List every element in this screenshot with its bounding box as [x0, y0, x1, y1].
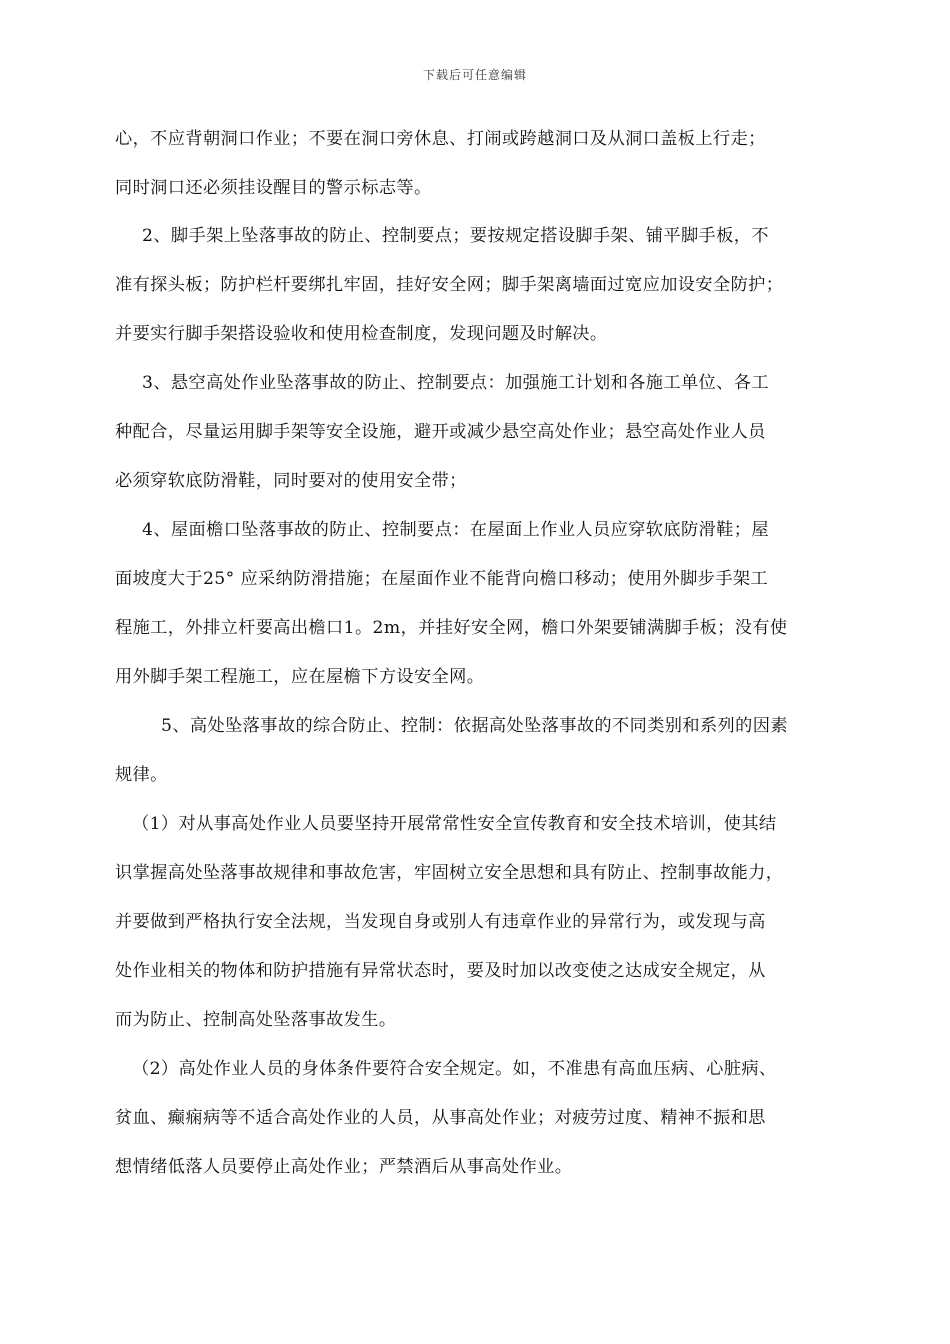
text-line: 心，不应背朝洞口作业；不要在洞口旁休息、打闹或跨越洞口及从洞口盖板上行走； — [115, 129, 766, 149]
text-line: 规律。 — [115, 765, 168, 785]
text-line: 必须穿软底防滑鞋，同时要对的使用安全带； — [115, 471, 467, 491]
text-line: 3、悬空高处作业坠落事故的防止、控制要点：加强施工计划和各施工单位、各工 — [142, 373, 769, 393]
text-line: 而为防止、控制高处坠落事故发生。 — [115, 1010, 397, 1030]
text-line: 2、脚手架上坠落事故的防止、控制要点；要按规定搭设脚手架、铺平脚手板，不 — [142, 226, 769, 246]
text-line: 想情绪低落人员要停止高处作业；严禁酒后从事高处作业。 — [115, 1157, 573, 1177]
text-line: 用外脚手架工程施工，应在屋檐下方设安全网。 — [115, 667, 485, 687]
text-line: （1）对从事高处作业人员要坚持开展常常性安全宣传教育和安全技术培训，使其结 — [132, 814, 777, 834]
text-line: 并要实行脚手架搭设验收和使用检查制度，发现问题及时解决。 — [115, 324, 608, 344]
text-line: （2）高处作业人员的身体条件要符合安全规定。如，不准患有高血压病、心脏病、 — [132, 1059, 777, 1079]
text-line: 5、高处坠落事故的综合防止、控制：依据高处坠落事故的不同类别和系列的因素 — [161, 716, 788, 736]
text-line: 处作业相关的物体和防护措施有异常状态时，要及时加以改变使之达成安全规定，从 — [115, 961, 766, 981]
text-line: 面坡度大于25° 应采纳防滑措施；在屋面作业不能背向檐口移动；使用外脚步手架工 — [115, 569, 769, 589]
text-line: 4、屋面檐口坠落事故的防止、控制要点：在屋面上作业人员应穿软底防滑鞋；屋 — [142, 520, 769, 540]
text-line: 并要做到严格执行安全法规，当发现自身或别人有违章作业的异常行为，或发现与高 — [115, 912, 766, 932]
text-line: 程施工，外排立杆要高出檐口1。2m，并挂好安全网，檐口外架要铺满脚手板；没有使 — [115, 618, 788, 638]
page-header: 下载后可任意编辑 — [422, 68, 527, 82]
text-line: 同时洞口还必须挂设醒目的警示标志等。 — [115, 178, 432, 198]
text-line: 识掌握高处坠落事故规律和事故危害，牢固树立安全思想和具有防止、控制事故能力， — [115, 863, 784, 883]
text-line: 准有探头板；防护栏杆要绑扎牢固，挂好安全网；脚手架离墙面过宽应加设安全防护； — [115, 275, 784, 295]
text-line: 种配合，尽量运用脚手架等安全设施，避开或减少悬空高处作业；悬空高处作业人员 — [115, 422, 766, 442]
text-line: 贫血、癫痫病等不适合高处作业的人员，从事高处作业；对疲劳过度、精神不振和思 — [115, 1108, 766, 1128]
